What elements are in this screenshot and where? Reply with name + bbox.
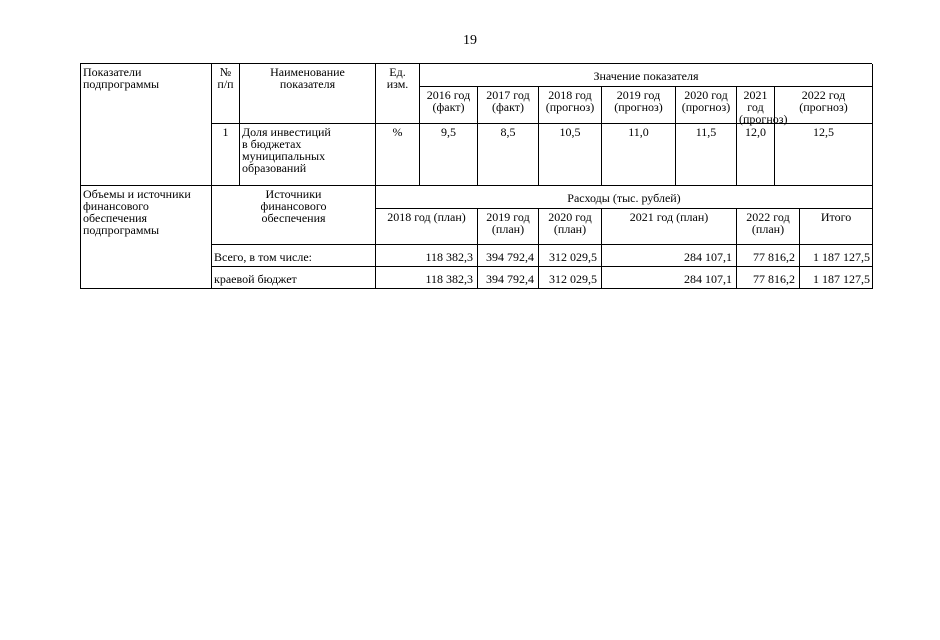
subprogram-table: [80, 63, 872, 289]
unit-header: Ед. изм.: [376, 64, 420, 124]
indicator-value-header: Значение показателя: [420, 64, 873, 87]
funding-total-2021: 284 107,1: [602, 245, 737, 267]
funding-regional-sum: 1 187 127,5: [800, 267, 873, 289]
indicator-year-2017: 2017 год (факт): [478, 87, 539, 124]
funding-regional-2022: 77 816,2: [737, 267, 800, 289]
funding-year-2021: 2021 год (план): [602, 209, 737, 245]
funding-total-2018: 118 382,3: [376, 245, 478, 267]
funding-total-2020: 312 029,5: [539, 245, 602, 267]
funding-year-2019: 2019 год (план): [478, 209, 539, 245]
funding-sources-header: Источники финансового обеспечения: [212, 186, 376, 245]
funding-regional-2018: 118 382,3: [376, 267, 478, 289]
funding-label: Объемы и источники финансового обеспечения подпрограммы: [81, 186, 212, 289]
num-header: № п/п: [212, 64, 240, 124]
indicator-value-2018: 10,5: [539, 124, 602, 186]
funding-total-sum: 1 187 127,5: [800, 245, 873, 267]
indicator-value-2020: 11,5: [676, 124, 737, 186]
indicator-value-2022: 12,5: [775, 124, 873, 186]
indicator-value-2019: 11,0: [602, 124, 676, 186]
funding-expenses-header: Расходы (тыс. рублей): [376, 186, 873, 209]
indicator-row-name: Доля инвестиций в бюджетах муниципальных образований: [240, 124, 376, 186]
indicator-value-2016: 9,5: [420, 124, 478, 186]
funding-regional-2020: 312 029,5: [539, 267, 602, 289]
indicator-year-2016: 2016 год (факт): [420, 87, 478, 124]
funding-year-2022: 2022 год (план): [737, 209, 800, 245]
indicator-year-2022: 2022 год (прогноз): [775, 87, 873, 124]
funding-regional-2019: 394 792,4: [478, 267, 539, 289]
indicator-year-2021: 2021 год (прогноз): [739, 88, 788, 126]
funding-row-regional-label: краевой бюджет: [212, 267, 376, 289]
indicators-label: Показатели подпрограммы: [81, 64, 212, 186]
indicator-value-2017: 8,5: [478, 124, 539, 186]
indicator-value-2021: 12,0: [737, 124, 775, 186]
funding-regional-2021: 284 107,1: [602, 267, 737, 289]
funding-year-2020: 2020 год (план): [539, 209, 602, 245]
indicator-name-header: Наименование показателя: [240, 64, 376, 124]
funding-year-2018: 2018 год (план): [376, 209, 478, 245]
indicator-year-2020: 2020 год (прогноз): [676, 87, 737, 124]
funding-row-total-label: Всего, в том числе:: [212, 245, 376, 267]
funding-total-2019: 394 792,4: [478, 245, 539, 267]
indicator-year-2018: 2018 год (прогноз): [539, 87, 602, 124]
funding-total-2022: 77 816,2: [737, 245, 800, 267]
indicator-row-unit: %: [376, 124, 420, 186]
funding-total-header: Итого: [800, 209, 873, 245]
indicator-year-2019: 2019 год (прогноз): [602, 87, 676, 124]
indicator-row-num: 1: [212, 124, 240, 186]
page-number: 19: [463, 33, 477, 48]
